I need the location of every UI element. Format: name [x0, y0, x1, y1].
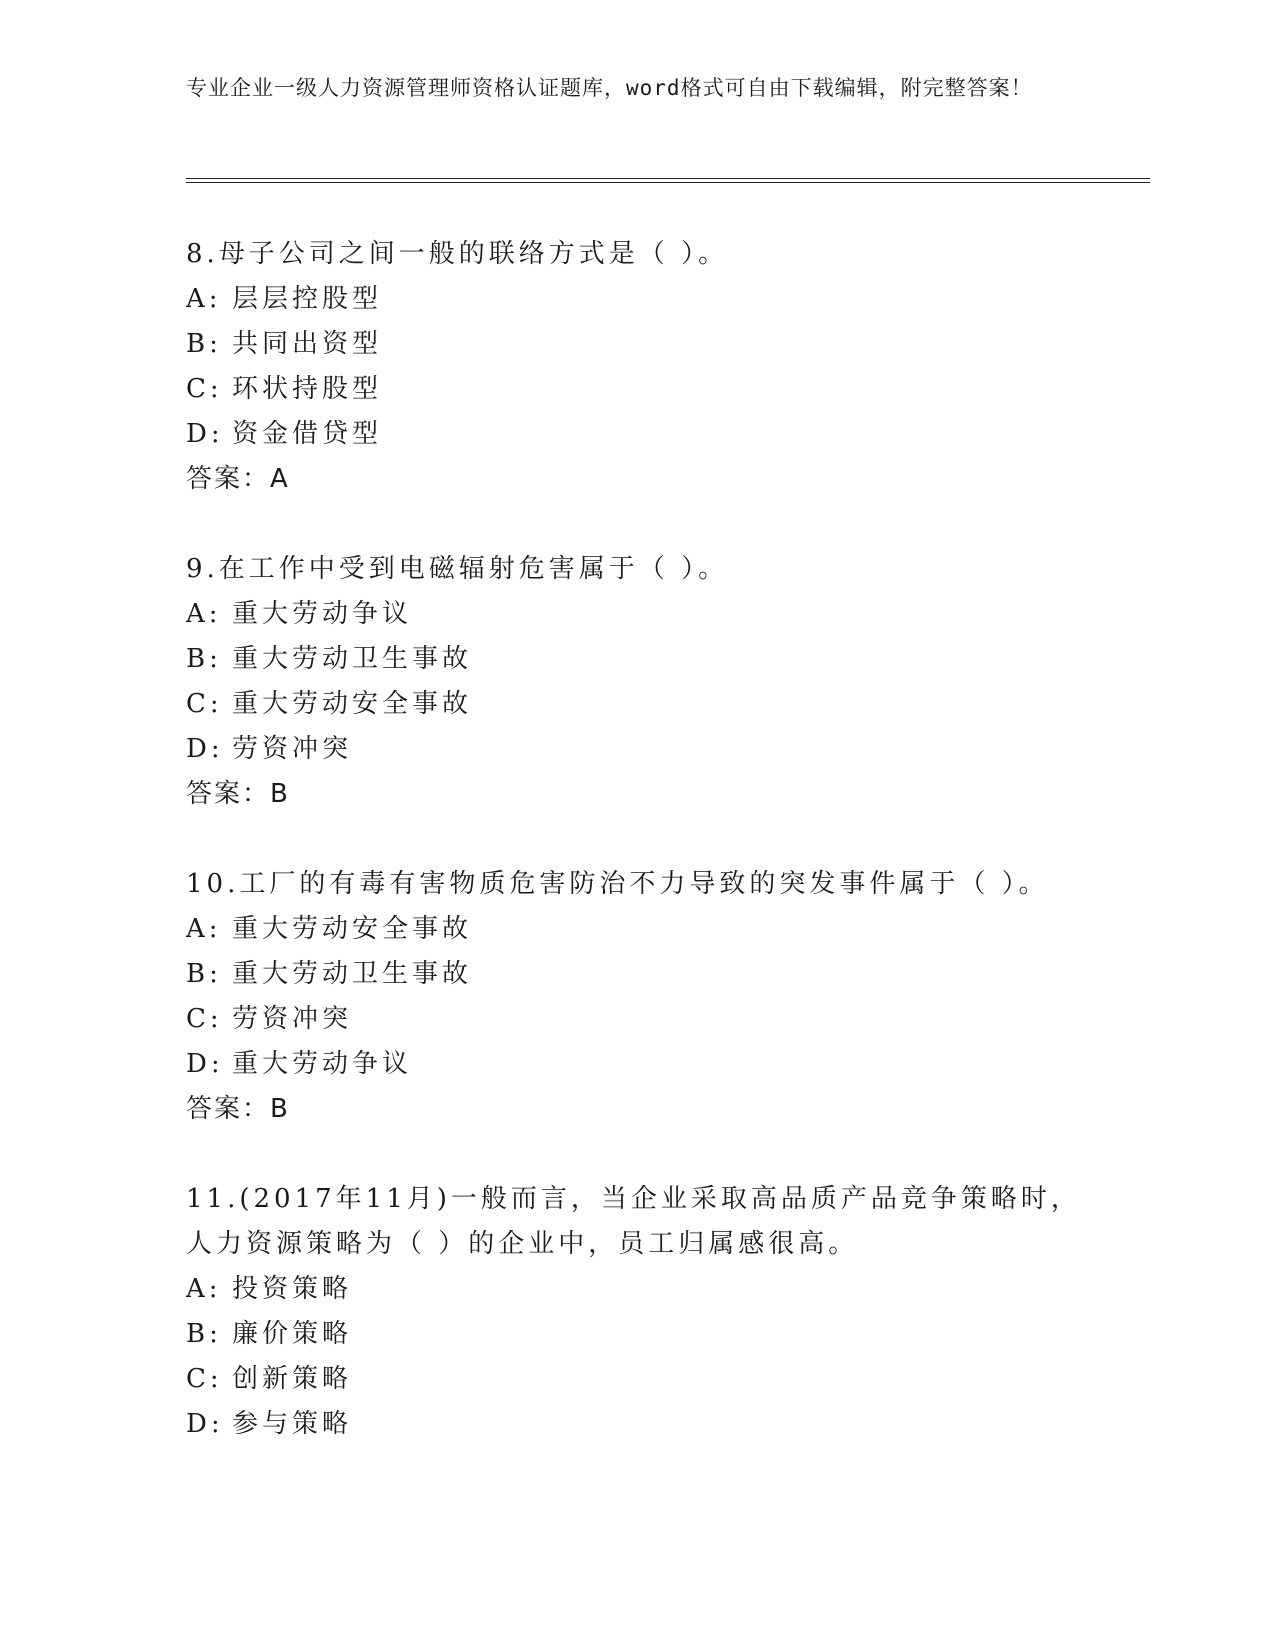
option-text: 重大劳动安全事故	[232, 689, 473, 719]
option-text: 资金借贷型	[232, 419, 383, 449]
question-8	[186, 232, 1086, 502]
answer-text: 答案：A	[186, 464, 290, 494]
option-text: 环状持股型	[232, 374, 383, 404]
option-text: 重大劳动安全事故	[232, 914, 473, 944]
option-text: 投资策略	[232, 1274, 353, 1304]
option-letter: C:	[186, 689, 223, 719]
question-text: 10.工厂的有毒有害物质危害防治不力导致的突发事件属于（ ）。	[186, 869, 1049, 899]
option-text: 共同出资型	[232, 329, 383, 359]
header-divider	[186, 178, 1150, 183]
option-text: 重大劳动争议	[232, 599, 413, 629]
option-letter: A:	[186, 284, 222, 314]
answer-text: 答案：B	[186, 1094, 290, 1124]
option-text: 重大劳动卫生事故	[232, 644, 473, 674]
question-9	[186, 547, 1086, 817]
option-b	[186, 322, 1086, 367]
option-letter: D:	[186, 1049, 224, 1079]
option-text: 重大劳动争议	[232, 1049, 413, 1079]
option-d	[186, 1402, 1086, 1447]
question-text: 8.母子公司之间一般的联络方式是（ ）。	[186, 239, 729, 269]
question-10	[186, 862, 1086, 1132]
option-c	[186, 997, 1086, 1042]
option-letter: A:	[186, 1274, 222, 1304]
option-letter: D:	[186, 419, 224, 449]
question-text: 11.(2017年11月)一般而言，当企业采取高品质产品竞争策略时，人力资源策略为（ ）的企业中，员工归属感很高。	[186, 1184, 1081, 1259]
answer-text: 答案：B	[186, 779, 290, 809]
option-letter: B:	[186, 644, 222, 674]
option-text: 劳资冲突	[232, 1004, 353, 1034]
option-text: 层层控股型	[232, 284, 383, 314]
option-b	[186, 1312, 1086, 1357]
option-d	[186, 1042, 1086, 1087]
option-letter: C:	[186, 374, 223, 404]
option-d	[186, 412, 1086, 457]
option-d	[186, 727, 1086, 772]
option-letter: A:	[186, 599, 222, 629]
option-a	[186, 277, 1086, 322]
option-a	[186, 907, 1086, 952]
option-text: 参与策略	[232, 1409, 353, 1439]
option-text: 重大劳动卫生事故	[232, 959, 473, 989]
option-letter: C:	[186, 1004, 223, 1034]
question-list	[186, 232, 1086, 1492]
option-b	[186, 637, 1086, 682]
option-text: 廉价策略	[232, 1319, 353, 1349]
option-letter: D:	[186, 1409, 224, 1439]
option-letter: B:	[186, 329, 222, 359]
option-letter: B:	[186, 1319, 222, 1349]
option-letter: D:	[186, 734, 224, 764]
question-text: 9.在工作中受到电磁辐射危害属于（ ）。	[186, 554, 729, 584]
document-header: 专业企业一级人力资源管理师资格认证题库，word格式可自由下载编辑，附完整答案！	[186, 76, 1033, 100]
option-a	[186, 1267, 1086, 1312]
option-c	[186, 367, 1086, 412]
option-letter: B:	[186, 959, 222, 989]
question-11	[186, 1177, 1086, 1447]
option-a	[186, 592, 1086, 637]
option-c	[186, 682, 1086, 727]
option-letter: C:	[186, 1364, 223, 1394]
option-text: 劳资冲突	[232, 734, 353, 764]
option-letter: A:	[186, 914, 222, 944]
option-b	[186, 952, 1086, 997]
option-c	[186, 1357, 1086, 1402]
option-text: 创新策略	[232, 1364, 353, 1394]
